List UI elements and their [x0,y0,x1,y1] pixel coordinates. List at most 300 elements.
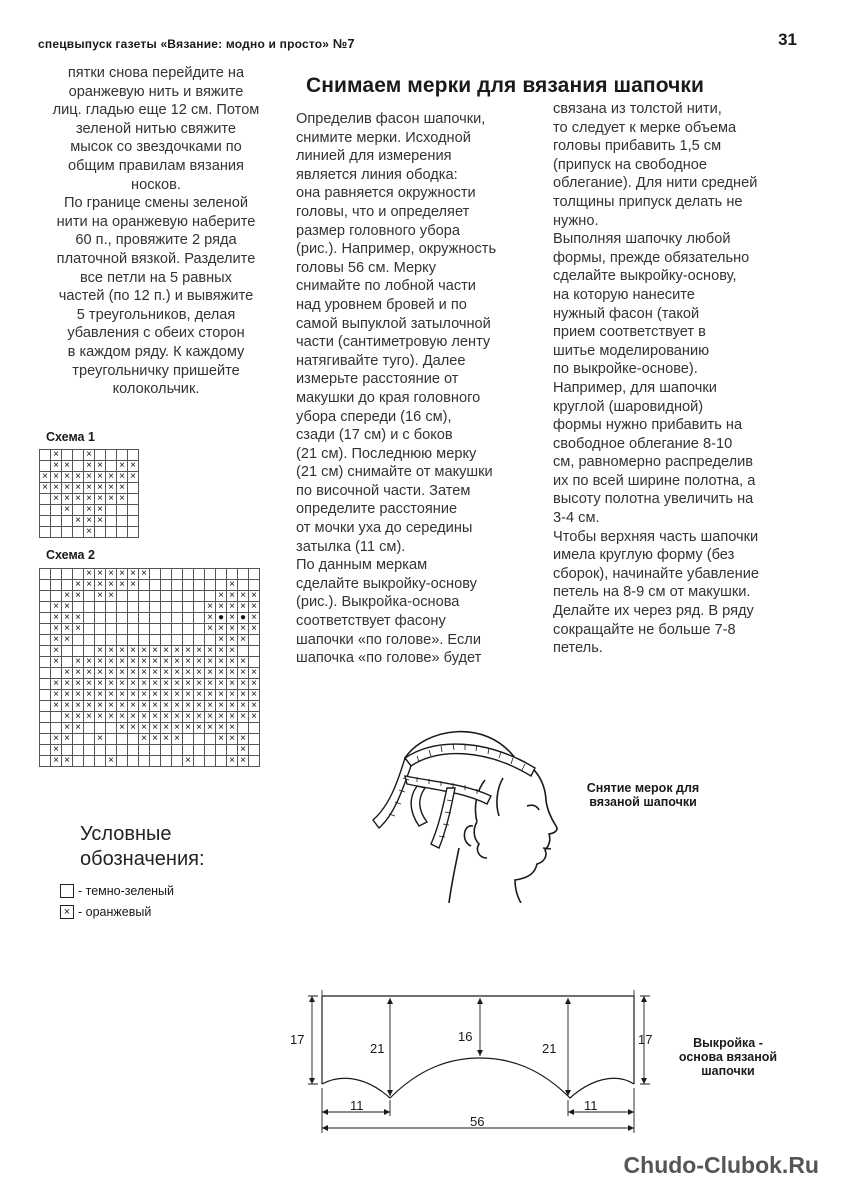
green-stitch-cell [216,580,227,591]
orange-stitch-cell: × [172,690,183,701]
orange-stitch-cell: × [216,712,227,723]
grid-row [40,591,260,602]
orange-stitch-cell: × [128,679,139,690]
orange-stitch-cell: × [106,690,117,701]
orange-stitch-cell: × [62,712,73,723]
orange-stitch-cell: × [128,668,139,679]
orange-stitch-cell: × [73,701,84,712]
green-stitch-cell [73,734,84,745]
orange-stitch-cell: × [51,756,62,767]
orange-stitch-cell: × [150,646,161,657]
grid-row [40,461,139,472]
dim-side-left: 21 [370,1041,385,1056]
text-line: 5 треугольников, делая [76,306,236,323]
green-stitch-cell [150,613,161,624]
green-stitch-cell [117,635,128,646]
green-stitch-cell [194,591,205,602]
green-stitch-cell [106,527,117,538]
green-stitch-cell [40,756,51,767]
orange-stitch-cell: × [249,679,260,690]
orange-stitch-cell: × [238,624,249,635]
green-stitch-cell [216,745,227,756]
orange-stitch-cell: × [117,494,128,505]
orange-stitch-cell: × [106,580,117,591]
green-stitch-cell [117,602,128,613]
green-stitch-cell [172,569,183,580]
grid-row [40,505,139,516]
orange-stitch-cell: × [128,690,139,701]
text-line: снимайте по лобной части [296,278,476,295]
green-stitch-cell [139,745,150,756]
orange-stitch-cell: × [95,657,106,668]
text-line: петель. [553,640,603,657]
orange-stitch-cell: × [84,494,95,505]
green-stitch-cell [216,756,227,767]
green-stitch-cell [128,756,139,767]
text-line: 3-4 см. [553,510,600,527]
dim-ear-left: 11 [350,1098,364,1113]
orange-stitch-cell: × [62,624,73,635]
orange-stitch-cell: × [73,668,84,679]
orange-stitch-cell: × [84,668,95,679]
orange-stitch-cell: × [216,602,227,613]
green-stitch-cell [183,613,194,624]
orange-stitch-cell: × [106,756,117,767]
orange-stitch-cell: × [216,635,227,646]
text-line: над уровнем бровей и по [296,296,467,313]
green-stitch-cell [40,679,51,690]
green-stitch-cell [106,450,117,461]
text-line: шапочка «по голове» будет [296,650,482,667]
green-stitch-cell [128,734,139,745]
orange-stitch-cell: × [249,668,260,679]
schema-2-label: Схема 2 [46,548,95,562]
green-stitch-cell [95,613,106,624]
orange-stitch-cell: × [238,679,249,690]
orange-stitch-cell: × [62,668,73,679]
orange-stitch-cell: × [227,646,238,657]
orange-stitch-cell: × [194,723,205,734]
green-stitch-cell [249,646,260,657]
green-stitch-cell [40,657,51,668]
orange-stitch-cell: × [95,668,106,679]
orange-stitch-cell: × [227,712,238,723]
green-stitch-cell [128,591,139,602]
dim-side-right: 21 [542,1041,557,1056]
orange-stitch-cell: × [62,483,73,494]
green-stitch-cell [73,756,84,767]
orange-stitch-cell: × [216,679,227,690]
orange-stitch-cell: × [194,712,205,723]
orange-stitch-cell: × [62,613,73,624]
orange-stitch-cell: × [227,580,238,591]
orange-stitch-cell: × [205,712,216,723]
orange-stitch-cell: × [95,516,106,527]
green-stitch-cell [73,646,84,657]
orange-stitch-cell: × [150,657,161,668]
orange-stitch-cell: × [139,701,150,712]
orange-stitch-cell: × [73,472,84,483]
orange-stitch-cell: × [95,679,106,690]
orange-stitch-cell: × [205,646,216,657]
legend-title-line-1: Условные [80,823,172,845]
orange-stitch-cell: × [227,635,238,646]
orange-stitch-cell: × [172,712,183,723]
green-stitch-cell [128,745,139,756]
green-stitch-cell [40,668,51,679]
text-line: шитье моделированию [553,342,710,359]
green-stitch-cell [172,745,183,756]
schema-1-grid [39,449,139,538]
orange-stitch-cell: × [51,472,62,483]
text-line: их по всей ширине полотна, а [553,472,756,489]
text-line: Например, для шапочки [553,379,717,396]
text-line: размер головного убора [296,222,460,239]
orange-stitch-cell: × [216,701,227,712]
text-line: то следует к мерке объема [553,119,737,136]
green-stitch-cell [183,591,194,602]
orange-stitch-cell: × [128,701,139,712]
green-stitch-cell [73,461,84,472]
grid-row [40,472,139,483]
green-stitch-cell [40,723,51,734]
orange-stitch-cell: × [227,756,238,767]
orange-stitch-cell: × [106,591,117,602]
green-stitch-cell [95,450,106,461]
orange-stitch-cell: × [84,516,95,527]
bell-marker-cell: ● [238,613,249,624]
orange-stitch-cell: × [183,668,194,679]
orange-stitch-cell: × [194,668,205,679]
green-stitch-cell [62,569,73,580]
orange-stitch-cell: × [183,701,194,712]
orange-stitch-cell: × [95,494,106,505]
bell-marker-cell: ● [216,613,227,624]
orange-stitch-cell: × [106,646,117,657]
green-stitch-cell [106,461,117,472]
orange-stitch-cell: × [128,472,139,483]
text-line: сделайте выкройку-основу, [553,268,737,285]
text-column-2 [296,110,496,668]
green-stitch-cell [51,580,62,591]
text-line: самой выпуклой затылочной [296,315,491,332]
green-stitch-cell [40,505,51,516]
orange-stitch-cell: × [95,701,106,712]
orange-stitch-cell: × [73,657,84,668]
text-line: общим правилам вязания [68,157,244,174]
orange-stitch-cell: × [51,701,62,712]
green-stitch-cell [51,712,62,723]
orange-stitch-cell: × [227,624,238,635]
orange-stitch-cell: × [150,701,161,712]
green-stitch-cell [117,624,128,635]
orange-stitch-cell: × [84,472,95,483]
green-stitch-cell [95,635,106,646]
green-stitch-cell [62,527,73,538]
green-stitch-cell [205,635,216,646]
orange-stitch-cell: × [227,679,238,690]
orange-stitch-cell: × [205,657,216,668]
text-line: сокращайте не больше 7-8 [553,621,736,638]
green-stitch-cell [62,657,73,668]
green-stitch-cell [106,602,117,613]
green-stitch-cell [84,613,95,624]
green-stitch-cell [128,483,139,494]
orange-stitch-cell: × [128,461,139,472]
legend-label: - темно-зеленый [78,884,175,898]
orange-stitch-cell: × [40,472,51,483]
grid-row [40,516,139,527]
legend-title [80,822,205,872]
green-stitch-cell [117,527,128,538]
text-line: от мочки уха до середины [296,520,473,537]
page-number: 31 [778,30,797,49]
orange-stitch-cell: × [51,657,62,668]
green-stitch-cell [161,756,172,767]
text-line: петель на 8-9 см от макушки. [553,584,751,601]
green-stitch-cell [194,613,205,624]
green-stitch-cell [40,690,51,701]
grid-row [40,494,139,505]
green-stitch-cell [161,569,172,580]
orange-stitch-cell: × [238,690,249,701]
orange-stitch-cell: × [216,690,227,701]
grid-row [40,635,260,646]
schema-2-grid [39,568,260,767]
text-line: имела круглую форму (без [553,547,735,564]
green-stitch-cell [205,580,216,591]
green-stitch-cell [194,624,205,635]
orange-stitch-cell: × [205,602,216,613]
orange-stitch-cell: × [161,734,172,745]
text-line: По границе смены зеленой [64,195,248,212]
green-stitch-cell [51,505,62,516]
orange-stitch-cell: × [106,712,117,723]
orange-stitch-cell: × [62,679,73,690]
green-stitch-cell [238,646,249,657]
green-stitch-cell [84,756,95,767]
green-stitch-cell [194,580,205,591]
green-stitch-cell [51,723,62,734]
text-line: макушки до края головного [296,389,481,406]
grid-row [40,723,260,734]
text-line: сборок), начинайте убавление [553,565,759,582]
orange-stitch-cell: × [194,701,205,712]
orange-stitch-cell: × [51,646,62,657]
green-stitch-cell [128,613,139,624]
green-stitch-cell [95,602,106,613]
orange-stitch-cell: × [73,723,84,734]
green-stitch-cell [249,657,260,668]
green-stitch-cell [139,624,150,635]
green-stitch-cell [40,624,51,635]
orange-stitch-cell: × [183,690,194,701]
orange-stitch-cell: × [205,624,216,635]
green-stitch-cell [249,569,260,580]
green-stitch-cell [183,635,194,646]
orange-stitch-cell: × [172,734,183,745]
orange-stitch-cell: × [106,483,117,494]
green-stitch-cell [40,646,51,657]
text-column-3 [553,100,759,658]
orange-stitch-cell: × [84,505,95,516]
orange-stitch-cell: × [183,679,194,690]
orange-stitch-cell: × [117,679,128,690]
orange-stitch-cell: × [95,569,106,580]
orange-stitch-cell: × [194,646,205,657]
orange-stitch-cell: × [106,657,117,668]
publication-prefix: спецвыпуск газеты [38,37,161,51]
green-stitch-cell [150,756,161,767]
orange-stitch-cell: × [249,624,260,635]
green-stitch-cell [117,450,128,461]
orange-stitch-cell: × [183,756,194,767]
green-stitch-cell [40,494,51,505]
green-stitch-cell [172,591,183,602]
orange-stitch-cell: × [84,690,95,701]
orange-stitch-cell: × [51,461,62,472]
green-stitch-cell [106,516,117,527]
green-stitch-cell [238,580,249,591]
green-stitch-cell [95,624,106,635]
green-stitch-cell [128,494,139,505]
orange-stitch-cell: × [150,723,161,734]
text-line: снимите мерки. Исходной [296,129,471,146]
text-line: прием соответствует в [553,324,706,341]
green-stitch-cell [62,646,73,657]
orange-stitch-cell: × [249,690,260,701]
orange-stitch-cell: × [62,701,73,712]
orange-stitch-cell: × [139,679,150,690]
green-stitch-cell [205,569,216,580]
green-stitch-cell [161,613,172,624]
orange-stitch-cell: × [51,602,62,613]
orange-stitch-cell: × [139,646,150,657]
green-stitch-cell [40,602,51,613]
green-stitch-cell [249,745,260,756]
text-line: измерьте расстояние от [296,371,459,388]
orange-stitch-cell: × [205,668,216,679]
orange-stitch-cell: × [51,690,62,701]
orange-stitch-cell: × [128,657,139,668]
text-line: шапочки «по голове». Если [296,631,481,648]
green-stitch-cell [40,527,51,538]
green-stitch-cell [128,527,139,538]
green-stitch-cell [73,602,84,613]
orange-stitch-cell: × [117,483,128,494]
text-line: треугольничку пришейте [72,362,240,379]
green-stitch-cell [117,516,128,527]
orange-stitch-cell: × [161,701,172,712]
green-stitch-cell [183,569,194,580]
green-stitch-cell [172,756,183,767]
orange-stitch-cell: × [51,450,62,461]
text-line: в каждом ряду. К каждому [67,343,245,360]
green-stitch-cell [150,591,161,602]
green-stitch-cell [128,450,139,461]
orange-stitch-cell: × [62,472,73,483]
orange-stitch-cell: × [73,690,84,701]
dim-height-right: 17 [638,1032,653,1047]
orange-stitch-cell: × [238,635,249,646]
orange-stitch-cell: × [62,690,73,701]
orange-stitch-cell: × [205,679,216,690]
green-stitch-cell [139,756,150,767]
orange-stitch-cell: × [117,646,128,657]
orange-stitch-cell: × [238,701,249,712]
orange-stitch-cell: × [194,679,205,690]
orange-stitch-cell: × [150,679,161,690]
green-stitch-cell [117,591,128,602]
orange-stitch-cell: × [227,668,238,679]
orange-stitch-cell: × [62,494,73,505]
orange-stitch-cell: × [161,690,172,701]
text-line: нужно. [553,212,599,229]
text-line: мысок со звездочками по [70,139,242,156]
green-stitch-cell [150,635,161,646]
text-line: формы нужно прибавить на [553,417,743,434]
orange-stitch-cell: × [227,602,238,613]
grid-row [40,668,260,679]
orange-stitch-cell: × [73,591,84,602]
orange-stitch-cell: × [194,657,205,668]
green-stitch-cell [106,624,117,635]
orange-stitch-cell: × [51,613,62,624]
orange-stitch-cell: × [150,712,161,723]
orange-stitch-cell: × [128,646,139,657]
green-stitch-cell [183,602,194,613]
orange-stitch-cell: × [172,701,183,712]
orange-stitch-cell: × [62,734,73,745]
green-stitch-cell [139,613,150,624]
green-stitch-cell [205,756,216,767]
green-stitch-cell [238,723,249,734]
orange-stitch-cell: × [238,712,249,723]
orange-stitch-cell: × [95,472,106,483]
orange-stitch-cell: × [106,679,117,690]
orange-stitch-cell: × [216,646,227,657]
orange-stitch-cell: × [117,723,128,734]
orange-stitch-cell: × [62,505,73,516]
grid-row [40,646,260,657]
text-line: платочной вязкой. Разделите [56,250,256,267]
orange-stitch-cell: × [227,723,238,734]
green-stitch-cell [150,580,161,591]
green-stitch-cell [84,602,95,613]
green-stitch-cell [205,591,216,602]
orange-stitch-cell: × [95,712,106,723]
green-stitch-cell [139,602,150,613]
green-stitch-cell [249,734,260,745]
orange-stitch-cell: × [172,723,183,734]
legend-title-line-2: обозначения: [80,848,205,870]
dim-ear-right: 11 [584,1098,598,1113]
green-stitch-cell [40,591,51,602]
green-stitch-cell [40,613,51,624]
publication-header [38,36,355,51]
green-stitch-cell [84,635,95,646]
green-stitch-cell [84,745,95,756]
text-line: является линия ободка: [296,166,458,183]
green-stitch-cell [172,624,183,635]
text-column-1 [38,64,274,399]
green-stitch-cell [161,624,172,635]
green-stitch-cell [183,734,194,745]
head-illustration-caption: Снятие мерок для вязаной шапочки [586,781,700,809]
orange-stitch-cell: × [183,657,194,668]
orange-stitch-cell: × [84,461,95,472]
orange-stitch-cell: × [227,657,238,668]
